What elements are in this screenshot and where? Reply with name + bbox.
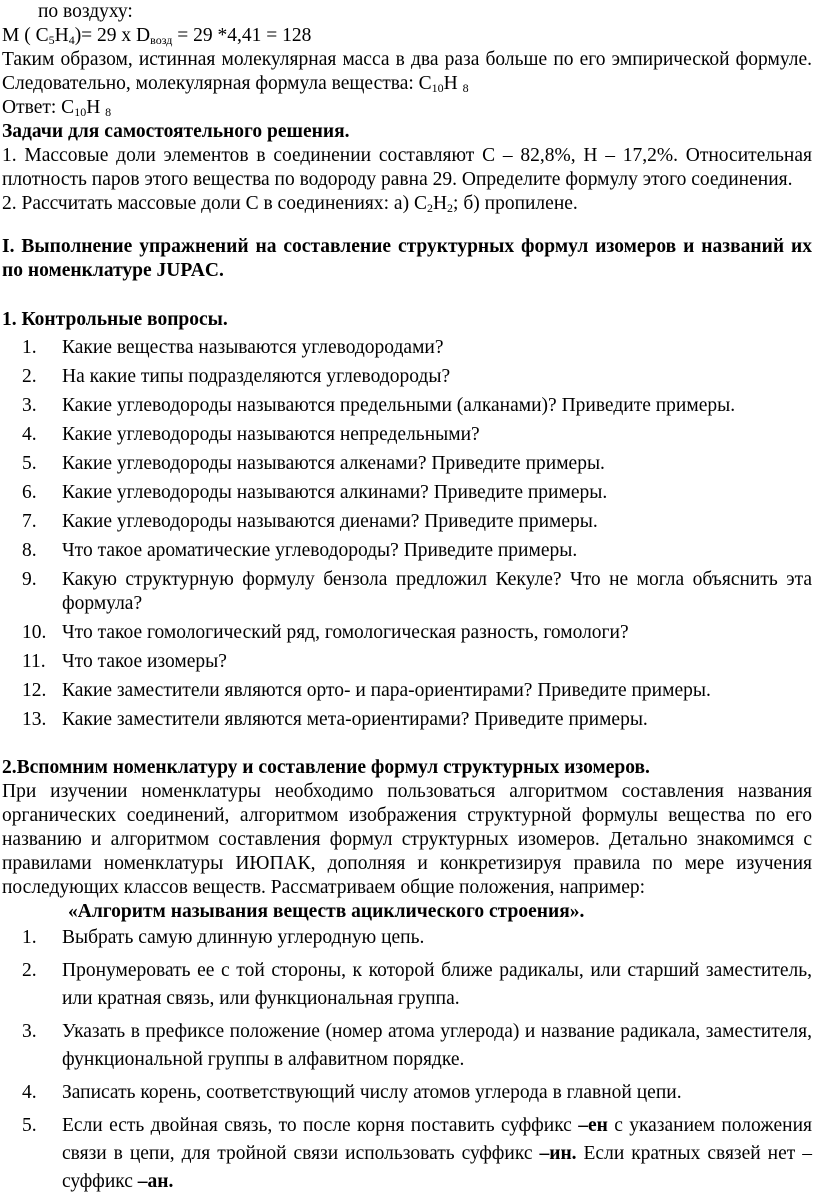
item-number: 7. <box>22 511 37 532</box>
algorithm-step <box>2 1018 812 1074</box>
item-text: Какие углеводороды называются алкенами? Приведите примеры. <box>62 453 605 474</box>
item-number: 4. <box>22 424 37 445</box>
item-number: 2. <box>22 960 37 981</box>
item-text: Указать в префиксе положение (номер атома углерода) и название радикала, заместителя, функциональной группы в алфавитном порядке. <box>62 1021 812 1070</box>
algorithm-step <box>2 957 812 1013</box>
air-line: по воздуху: <box>38 1 133 22</box>
algorithm-step <box>2 924 812 952</box>
control-question <box>2 365 812 389</box>
self-tasks-heading: Задачи для самостоятельного решения. <box>2 121 350 142</box>
item-number: 3. <box>22 1021 37 1042</box>
item-text: Что такое гомологический ряд, гомологическая разность, гомологи? <box>62 622 629 643</box>
item-text: Что такое изомеры? <box>62 651 227 672</box>
task-text: ; б) пропилене. <box>453 193 578 214</box>
step-text: Если есть двойная связь, то после корня поставить суффикс <box>62 1115 579 1136</box>
suffix-en: –ен <box>578 1115 608 1136</box>
control-question <box>2 650 812 674</box>
algorithm-steps-list <box>2 924 812 1107</box>
algorithm-step <box>2 1112 812 1196</box>
item-number: 1. <box>22 927 37 948</box>
control-question <box>2 423 812 447</box>
item-text: Какую структурную формулу бензола предложил Кекуле? Что не могла объяснить эта формула? <box>62 569 812 614</box>
control-question <box>2 510 812 534</box>
item-text: Что такое ароматические углеводороды? Приведите примеры. <box>62 540 578 561</box>
algorithm-step-5-list <box>2 1112 812 1196</box>
step-number: 5. <box>22 1115 37 1136</box>
formula-text: )= 29 x D <box>74 25 151 46</box>
item-text: На какие типы подразделяются углеводороды? <box>62 366 451 387</box>
subscript: 2 <box>426 201 433 215</box>
suffix-an: –ан. <box>137 1171 174 1192</box>
control-question <box>2 481 812 505</box>
formula-text: M ( C <box>2 25 49 46</box>
item-number: 1. <box>22 337 37 358</box>
item-number: 4. <box>22 1082 37 1103</box>
item-text: Выбрать самую длинную углеродную цепь. <box>62 927 425 948</box>
formula-text: = 29 *4,41 = 128 <box>172 25 312 46</box>
item-number: 9. <box>22 569 37 590</box>
item-text: Какие углеводороды называются предельными (алканами)? Приведите примеры. <box>62 395 736 416</box>
subscript: возд <box>150 33 173 47</box>
task-text: 2. Рассчитать массовые доли C в соединениях: а) C <box>2 193 427 214</box>
nomenclature-paragraph: При изучении номенклатуры необходимо пользоваться алгоритмом составления названия органических соединений, алгоритмом изображения структурной формулы вещества по его названию и алгоритмом составления формул структурных изомеров. Детально знакомимся с правилами номенклатуры ИЮПАК, дополняя и конкретизируя правила по мере изучения последующих классов веществ. Рассматриваем общие положения, например: <box>2 781 812 898</box>
item-number: 6. <box>22 482 37 503</box>
item-number: 13. <box>22 709 47 730</box>
subscript: 5 <box>48 33 55 47</box>
answer-line <box>2 96 812 120</box>
formula-text: H <box>86 97 106 118</box>
item-text: Какие заместители являются мета-ориентирами? Приведите примеры. <box>62 709 648 730</box>
conclusion-paragraph <box>2 48 812 96</box>
algorithm-heading: «Алгоритм называния веществ ациклического строения». <box>68 901 585 922</box>
control-question <box>2 336 812 360</box>
control-question <box>2 394 812 418</box>
item-number: 8. <box>22 540 37 561</box>
subscript: 8 <box>105 105 112 119</box>
item-text: Пронумеровать ее с той стороны, к которой ближе радикалы, или старший заместитель, или кратная связь, или функциональная группа. <box>62 960 812 1009</box>
control-question <box>2 708 812 732</box>
item-text: Какие углеводороды называются алкинами? Приведите примеры. <box>62 482 608 503</box>
item-number: 2. <box>22 366 37 387</box>
item-text: Какие заместители являются орто- и пара-ориентирами? Приведите примеры. <box>62 680 711 701</box>
formula-text: H <box>443 73 463 94</box>
item-number: 10. <box>22 622 47 643</box>
control-question <box>2 568 812 616</box>
item-number: 3. <box>22 395 37 416</box>
suffix-in: –ин. <box>539 1143 577 1164</box>
subscript: 4 <box>68 33 75 47</box>
subscript: 10 <box>74 105 87 119</box>
control-questions-list <box>2 336 812 732</box>
task-1: 1. Массовые доли элементов в соединении составляют C – 82,8%, H – 17,2%. Относительная плотность паров этого вещества по водороду равна 29. Определите формулу этого соединения. <box>2 145 812 190</box>
formula-text: H <box>54 25 69 46</box>
section-1-heading: I. Выполнение упражнений на составление структурных формул изомеров и названий их по номенклатуре JUPAC. <box>2 236 812 281</box>
step-text: Если кратных связей нет – суффикс <box>62 1143 812 1192</box>
nomenclature-heading: 2.Вспомним номенклатуру и составление формул структурных изомеров. <box>2 757 650 778</box>
molar-mass-formula <box>2 24 812 48</box>
subscript: 8 <box>462 81 469 95</box>
answer-text: Ответ: C <box>2 97 75 118</box>
task-2 <box>2 192 812 216</box>
control-question <box>2 621 812 645</box>
item-number: 5. <box>22 453 37 474</box>
control-question <box>2 452 812 476</box>
control-questions-heading: 1. Контрольные вопросы. <box>2 309 228 330</box>
item-text: Какие углеводороды называются непредельными? <box>62 424 480 445</box>
step-text: с указанием положения связи в цепи, для тройной связи использовать суффикс <box>62 1115 812 1164</box>
item-number: 11. <box>22 651 46 672</box>
subscript: 10 <box>431 81 444 95</box>
item-number: 12. <box>22 680 47 701</box>
control-question <box>2 539 812 563</box>
subscript: 2 <box>447 201 454 215</box>
conclusion-text: Таким образом, истинная молекулярная масса в два раза больше по его эмпирической формуле. Следовательно, молекулярная формула вещества: C <box>2 49 812 94</box>
item-text: Какие углеводороды называются диенами? Приведите примеры. <box>62 511 598 532</box>
formula-text: H <box>432 193 448 214</box>
item-text: Записать корень, соответствующий числу атомов углерода в главной цепи. <box>62 1082 682 1103</box>
item-text: Какие вещества называются углеводородами? <box>62 337 444 358</box>
control-question <box>2 679 812 703</box>
algorithm-step <box>2 1079 812 1107</box>
